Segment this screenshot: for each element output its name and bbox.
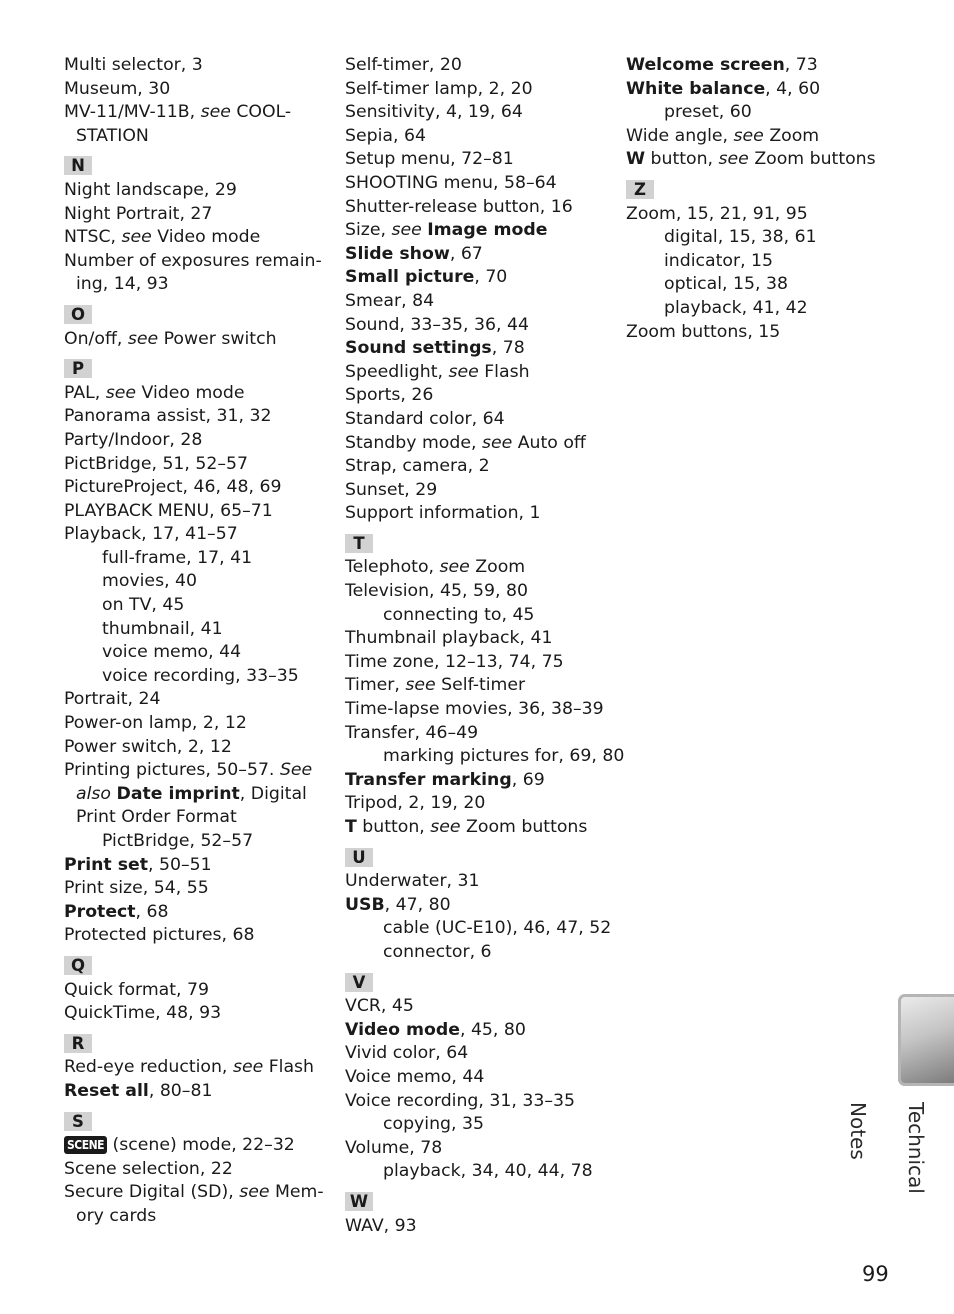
letter-heading-o: O [64, 305, 92, 324]
page-number: 99 [862, 1262, 889, 1286]
index-entry: Timer, see Self-timer [345, 675, 526, 696]
index-entry: Printing pictures, 50–57. See [64, 760, 313, 781]
index-subentry: cable (UC-E10), 46, 47, 52 [383, 918, 612, 939]
index-subentry: connecting to, 45 [383, 604, 535, 625]
index-entry: Voice recording, 31, 33–35 [345, 1090, 575, 1111]
index-subentry: copying, 35 [383, 1114, 484, 1135]
index-entry: VCR, 45 [345, 996, 414, 1017]
index-entry: PictureProject, 46, 48, 69 [64, 477, 282, 498]
index-entry: On/off, see Power switch [64, 328, 277, 349]
index-entry: Strap, camera, 2 [345, 456, 490, 477]
index-entry: Vivid color, 64 [345, 1043, 469, 1064]
index-entry: Party/Indoor, 28 [64, 429, 203, 450]
index-subentry: connector, 6 [383, 941, 492, 962]
index-entry: PLAYBACK MENU, 65–71 [64, 500, 273, 521]
index-entry-continuation: Print Order Format [76, 807, 237, 828]
index-entry: Scene selection, 22 [64, 1158, 233, 1179]
section-thumb-tab [898, 994, 954, 1086]
index-entry: QuickTime, 48, 93 [64, 1003, 222, 1024]
index-entry: Night landscape, 29 [64, 179, 237, 200]
index-entry: NTSC, see Video mode [64, 227, 261, 248]
index-entry: Quick format, 79 [64, 979, 209, 1000]
index-entry: Sunset, 29 [345, 479, 438, 500]
index-entry: Small picture, 70 [345, 267, 508, 288]
index-entry-continuation: ory cards [76, 1205, 157, 1226]
index-entry: Print size, 54, 55 [64, 878, 209, 899]
index-entry: W button, see Zoom buttons [626, 149, 876, 170]
index-entry: USB, 47, 80 [345, 894, 451, 915]
index-entry: PAL, see Video mode [64, 382, 245, 403]
index-entry: Panorama assist, 31, 32 [64, 406, 272, 427]
index-subentry: thumbnail, 41 [102, 618, 223, 639]
index-entry: Speedlight, see Flash [345, 361, 530, 382]
index-entry: WAV, 93 [345, 1215, 417, 1236]
letter-heading-w: W [345, 1192, 373, 1211]
index-subentry: PictBridge, 52–57 [102, 831, 254, 851]
index-entry: Reset all, 80–81 [64, 1080, 213, 1101]
index-entry: Welcome screen, 73 [626, 55, 818, 75]
index-subentry: indicator, 15 [664, 250, 774, 271]
index-subentry: playback, 34, 40, 44, 78 [383, 1161, 593, 1182]
index-entry: Smear, 84 [345, 290, 435, 311]
index-subentry: voice memo, 44 [102, 642, 242, 663]
index-entry: Slide show, 67 [345, 243, 483, 264]
index-entry: Time-lapse movies, 36, 38–39 [345, 699, 604, 720]
index-subentry: optical, 15, 38 [664, 274, 788, 295]
letter-heading-n: N [64, 156, 92, 175]
index-entry: Support information, 1 [345, 503, 541, 524]
index-entry-continuation: also Date imprint, Digital [76, 783, 307, 804]
index-entry: Protected pictures, 68 [64, 925, 255, 946]
index-entry: Secure Digital (SD), see Mem- [64, 1182, 324, 1203]
index-entry: Tripod, 2, 19, 20 [345, 793, 486, 814]
index-entry: Power switch, 2, 12 [64, 736, 232, 757]
letter-heading-u: U [345, 848, 373, 867]
index-entry: Portrait, 24 [64, 689, 161, 710]
index-column-2 [345, 54, 625, 1238]
index-entry: Power-on lamp, 2, 12 [64, 713, 247, 734]
index-subentry: movies, 40 [102, 571, 198, 592]
index-entry: Television, 45, 59, 80 [345, 581, 528, 602]
index-subentry: on TV, 45 [102, 595, 185, 616]
index-entry: Self-timer lamp, 2, 20 [345, 78, 533, 99]
index-entry: Sound, 33–35, 36, 44 [345, 314, 529, 335]
index-entry: Night Portrait, 27 [64, 203, 213, 224]
index-entry: Size, see Image mode [345, 220, 548, 241]
index-entry: Video mode, 45, 80 [345, 1019, 526, 1040]
index-entry: Transfer, 46–49 [345, 722, 479, 743]
index-entry: Sports, 26 [345, 385, 434, 406]
index-column-3 [626, 54, 896, 344]
index-entry: Underwater, 31 [345, 871, 480, 892]
index-subentry: preset, 60 [664, 102, 752, 123]
index-entry: T button, see Zoom buttons [345, 817, 588, 837]
index-entry: Standard color, 64 [345, 408, 505, 429]
scene-mode-icon: SCENE [64, 1136, 107, 1154]
index-entry: White balance, 4, 60 [626, 78, 821, 99]
letter-heading-t: T [345, 534, 373, 553]
index-entry: Number of exposures remain- [64, 250, 322, 271]
index-entry: Protect, 68 [64, 901, 169, 922]
index-entry: Self-timer, 20 [345, 55, 462, 75]
index-subentry: playback, 41, 42 [664, 297, 808, 318]
index-entry: MV-11/MV-11B, see COOL- [64, 102, 292, 123]
index-entry-continuation: STATION [76, 125, 149, 146]
letter-heading-q: Q [64, 956, 92, 975]
letter-heading-p: P [64, 359, 92, 378]
index-entry: Sepia, 64 [345, 125, 426, 146]
index-entry: Voice memo, 44 [345, 1066, 485, 1087]
index-entry: Zoom buttons, 15 [626, 321, 781, 342]
index-entry: Wide angle, see Zoom [626, 125, 820, 146]
index-entry: Museum, 30 [64, 78, 171, 99]
index-subentry: marking pictures for, 69, 80 [383, 746, 625, 767]
letter-heading-s: S [64, 1112, 92, 1131]
index-entry: Zoom, 15, 21, 91, 95 [626, 203, 808, 224]
letter-heading-r: R [64, 1034, 92, 1053]
index-entry: Time zone, 12–13, 74, 75 [345, 651, 564, 672]
index-entry: Setup menu, 72–81 [345, 149, 514, 170]
index-entry: Red-eye reduction, see Flash [64, 1057, 314, 1078]
index-entry: Shutter-release button, 16 [345, 196, 573, 217]
index-entry: Transfer marking, 69 [345, 769, 545, 790]
index-entry: Thumbnail playback, 41 [345, 628, 553, 649]
index-entry: SCENE (scene) mode, 22–32 [64, 1134, 339, 1158]
index-entry: Sensitivity, 4, 19, 64 [345, 102, 523, 123]
index-subentry: full-frame, 17, 41 [102, 547, 253, 568]
index-entry: Standby mode, see Auto off [345, 432, 586, 453]
letter-heading-v: V [345, 973, 373, 992]
index-entry: Print set, 50–51 [64, 854, 212, 875]
index-subentry: voice recording, 33–35 [102, 665, 299, 686]
index-entry: Telephoto, see Zoom [345, 557, 526, 578]
section-label: Technical Notes [846, 1102, 928, 1194]
index-entry: Volume, 78 [345, 1137, 443, 1158]
letter-heading-z: Z [626, 180, 654, 199]
index-entry-continuation: ing, 14, 93 [76, 274, 169, 295]
index-column-1 [64, 54, 339, 1229]
index-entry: SHOOTING menu, 58–64 [345, 172, 557, 193]
index-entry: Sound settings, 78 [345, 338, 525, 359]
index-subentry: digital, 15, 38, 61 [664, 227, 817, 248]
index-entry: Playback, 17, 41–57 [64, 524, 238, 545]
index-entry: Multi selector, 3 [64, 55, 203, 75]
index-entry: PictBridge, 51, 52–57 [64, 453, 249, 474]
